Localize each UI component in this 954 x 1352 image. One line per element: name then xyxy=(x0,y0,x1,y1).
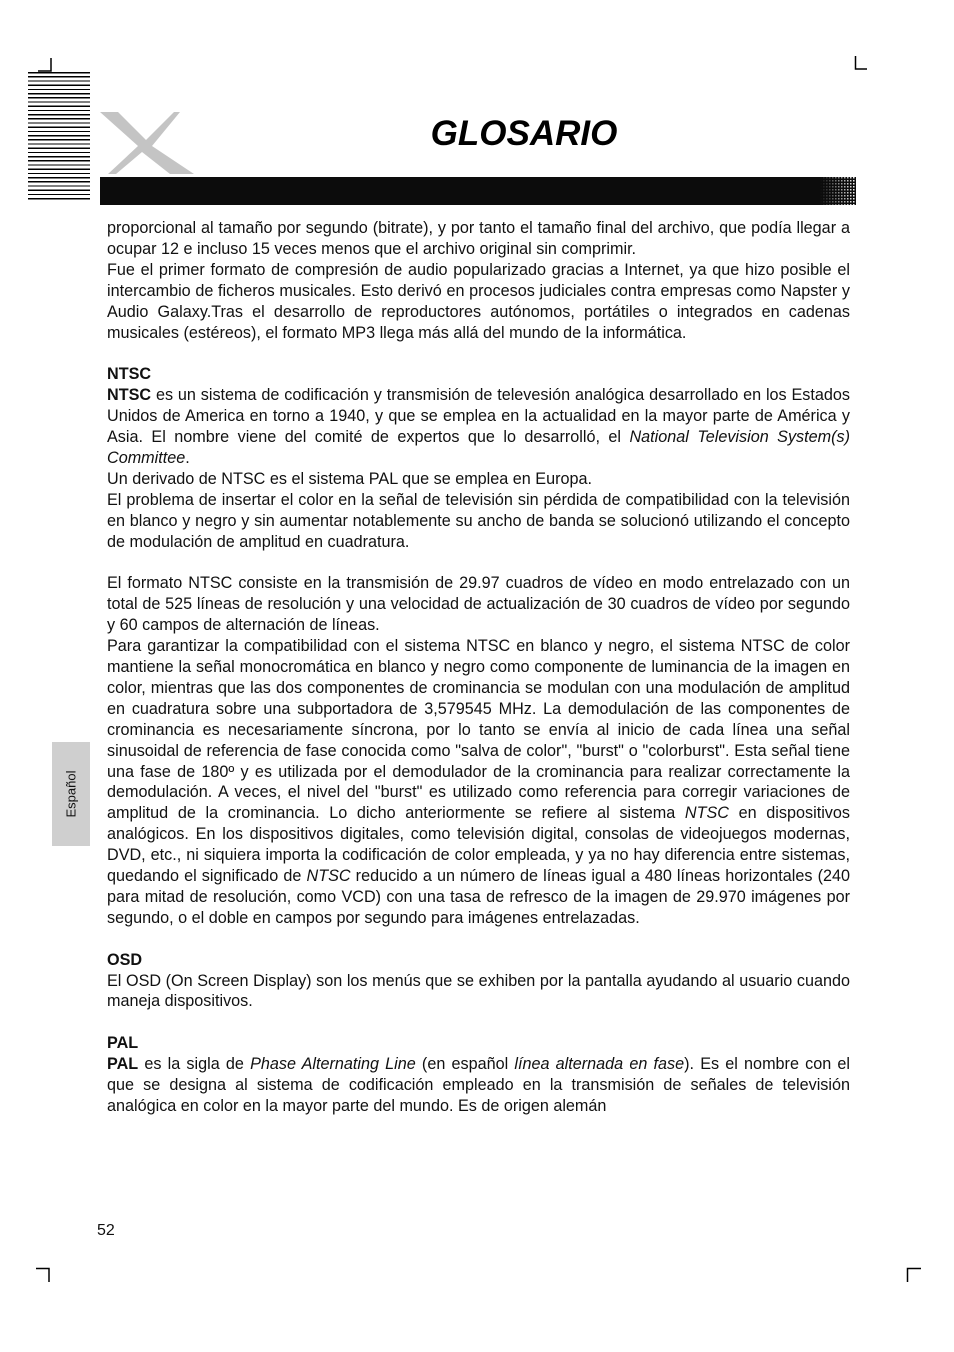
pal-p1-part-c: ). Es el nombre con el que se designa al sistema de codificación empleado en la transmisión de señales de televisión analógica en color en la mayor parte del mundo. Es de origen alemán xyxy=(107,1055,851,1115)
ntsc-definition-text: es un sistema de codificación y transmisión de televesión analógica desarrollado en los Estados Unidos de America en torno a 1940, y que se emplea en la actualidad en la mayor parte de América y Asia. El nombre viene del comité de expertos que lo desarrolló, el xyxy=(107,386,850,447)
ntsc-term: NTSC xyxy=(107,386,152,405)
ntsc-p5-italic-1: NTSC xyxy=(684,804,729,823)
pal-p1-italic-2: línea alternada en fase xyxy=(514,1055,685,1074)
mp3-paragraph-1: proporcional al tamaño por segundo (bitrate), y por tanto el tamaño final del archivo, que podía llegar a ocupar 12 e incluso 15 veces menos que el archivo original sin comprimir. xyxy=(107,219,850,258)
pal-paragraph-1 xyxy=(107,1054,850,1117)
osd-heading: OSD xyxy=(107,950,143,969)
crop-mark-top-right xyxy=(854,56,868,72)
header-bar-dot-pattern xyxy=(820,177,856,205)
ntsc-p5-part-c: reducido a un número de líneas igual a 480 líneas horizontales (240 para mitad de resolución, como VCD) con una tasa de refresco de la imagen de 29.970 imágenes por segundo, o el doble en campos por segundo para imágenes entrelazadas. xyxy=(107,867,850,927)
ntsc-committee-name: National Television System(s) Committee xyxy=(107,428,850,467)
language-tab xyxy=(52,742,90,846)
crop-mark-bottom-left xyxy=(36,1267,52,1283)
header-bar xyxy=(100,177,856,205)
page-number: 52 xyxy=(97,1222,115,1239)
page-title: GLOSARIO xyxy=(430,114,618,153)
crop-mark-bottom-right xyxy=(906,1267,922,1283)
pal-term: PAL xyxy=(107,1055,139,1074)
ntsc-paragraph-1 xyxy=(107,385,850,469)
ntsc-paragraph-5 xyxy=(107,636,850,929)
pal-p1-italic-1: Phase Alternating Line xyxy=(250,1055,416,1074)
language-tab-label: Español xyxy=(63,770,79,818)
ntsc-heading: NTSC xyxy=(107,365,152,384)
ntsc-paragraph-3: El problema de insertar el color en la señal de televisión sin pérdida de compatibilidad con la televisión en blanco y negro y sin aumentar notablemente su ancho de banda se solucionó utilizando el concepto de modulación de amplitud en cuadratura. xyxy=(107,490,850,551)
glossary-content xyxy=(107,218,850,1117)
ntsc-p5-part-a: Para garantizar la compatibilidad con el sistema NTSC en blanco y negro, el sistema NTSC de color mantiene la señal monocromática en blanco y negro como componente de luminancia de la imagen en color, mientras que las dos componentes de crominancia se modulan con una modulación de amplitud en cuadratura sobre una subportadora de 3,579545 MHz. La demodulación de las componentes de crominancia es necesariamente síncrona, por lo tanto se envía al inicio de cada línea una señal sinusoidal de referencia de fase conocida como "salva de color", "burst" o "colorburst". Esta señal tiene una fase de 180º y es utilizada por el demodulador de la crominancia para realizar correctamente la demodulación. A veces, el nivel del "burst" es utilizado como referencia para corregir variaciones de amplitud de la crominancia. Lo dicho anteriormente se refiere al sistema xyxy=(107,637,850,823)
pal-p1-part-b: (en español xyxy=(415,1055,515,1074)
ntsc-paragraph-4: El formato NTSC consiste en la transmisión de 29.97 cuadros de vídeo en modo entrelazado con un total de 525 líneas de resolución y una velocidad de actualización de 30 cuadros de vídeo por segundo y 60 campos de alternación de líneas. xyxy=(107,574,850,635)
ntsc-paragraph-2: Un derivado de NTSC es el sistema PAL que se emplea en Europa. xyxy=(107,469,592,488)
ntsc-definition-end: . xyxy=(185,448,190,467)
mp3-paragraph-2: Fue el primer formato de compresión de audio popularizado gracias a Internet, ya que hizo posible el intercambio de ficheros musicales. Esto derivó en procesos judiciales contra empresas como Napster y Audio Galaxy.Tras el desarrollo de reproductores autónomos, portátiles o integrados en cadenas musicales (estéreos), el formato MP3 llega más allá del mundo de la informática. xyxy=(107,260,850,342)
ntsc-p5-italic-2: NTSC xyxy=(306,867,351,886)
pal-p1-part-a: es la sigla de xyxy=(138,1055,251,1074)
ntsc-p5-part-b: en dispositivos analógicos. En los dispositivos digitales, como televisión digital, consolas de videojuegos modernas, DVD, etc., ni siquiera importa la codificación de color empleada, y ya no hay diferencia entre sistemas, quedando el significado de xyxy=(107,804,850,886)
pal-heading: PAL xyxy=(107,1034,139,1053)
osd-paragraph-1: El OSD (On Screen Display) son los menús que se exhiben por la pantalla ayudando al usuario cuando maneja dispositivos. xyxy=(107,971,850,1011)
